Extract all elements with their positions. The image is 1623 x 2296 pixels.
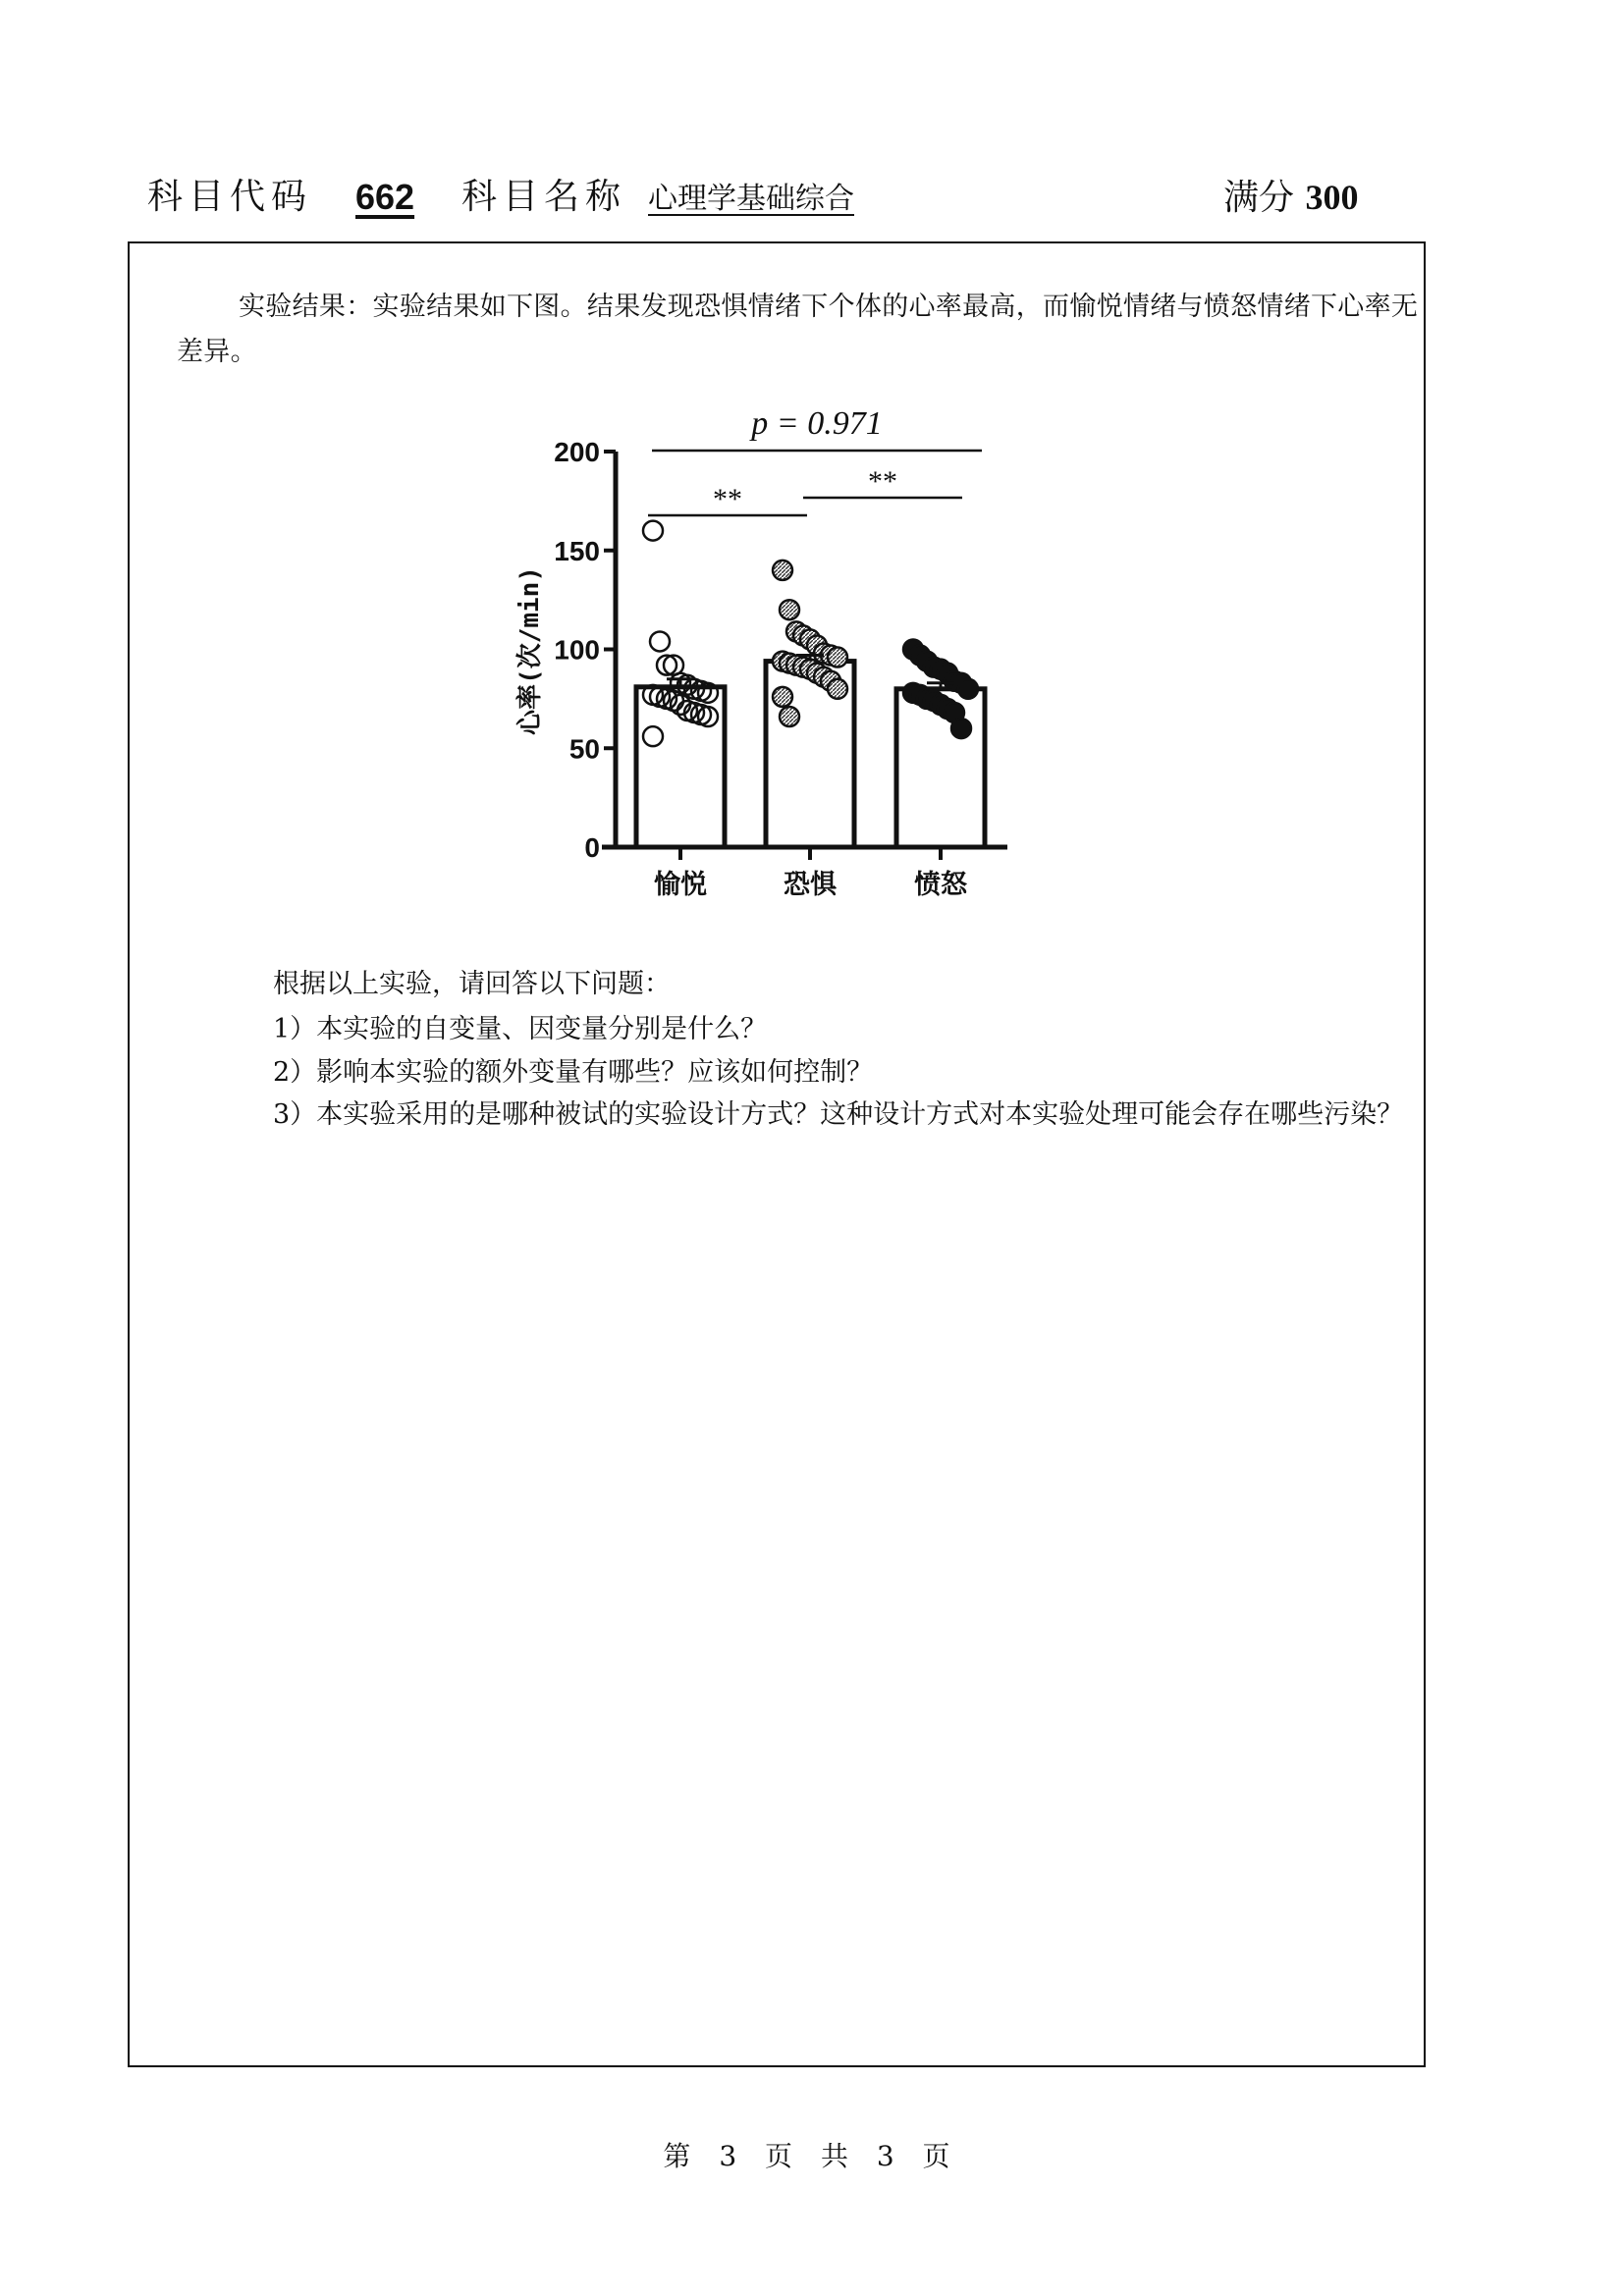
data-point [828, 679, 847, 699]
y-tick-label: 200 [554, 437, 600, 467]
y-tick-label: 150 [554, 535, 600, 566]
data-point [951, 719, 971, 738]
significance-label: p = 0.971 [751, 405, 883, 442]
subject-name-value: 心理学基础综合 [648, 182, 854, 216]
heart-rate-bar-chart [511, 383, 1021, 913]
data-point [643, 521, 663, 541]
x-tick-label: 愤怒 [914, 870, 967, 900]
x-tick-label: 恐惧 [784, 870, 837, 900]
question-3: 3）本实验采用的是哪种被试的实验设计方式？这种设计方式对本实验处理可能会存在哪些污染？ [273, 1099, 1404, 1130]
question-2: 2）影响本实验的额外变量有哪些？应该如何控制？ [273, 1057, 874, 1088]
subject-name-label: 科目名称 [461, 177, 627, 217]
data-point [773, 687, 792, 707]
x-tick-label: 愉悦 [654, 870, 707, 900]
y-tick-label: 50 [568, 733, 600, 765]
data-point [958, 679, 978, 699]
subject-code-value: 662 [355, 177, 415, 217]
question-1: 1）本实验的自变量、因变量分别是什么？ [273, 1014, 768, 1044]
data-point [650, 631, 670, 651]
experiment-result-text: 实验结果：实验结果如下图。结果发现恐惧情绪下个体的心率最高，而愉悦情绪与愤怒情绪下心率无差异。 [177, 292, 1419, 367]
significance-label: ** [713, 483, 742, 515]
data-point [780, 600, 799, 619]
data-point [780, 707, 799, 726]
data-point [828, 648, 847, 667]
full-score: 满分 300 [1223, 178, 1359, 218]
y-tick-label: 100 [554, 634, 600, 666]
y-tick-label: 0 [584, 832, 600, 863]
questions-intro: 根据以上实验，请回答以下问题： [273, 969, 671, 999]
significance-label: ** [868, 465, 897, 498]
page-number: 第 3 页 共 3 页 [663, 2140, 960, 2172]
data-point [773, 561, 792, 580]
y-axis-label: 心率(次/min) [515, 566, 545, 735]
subject-code-label: 科目代码 [147, 177, 313, 217]
